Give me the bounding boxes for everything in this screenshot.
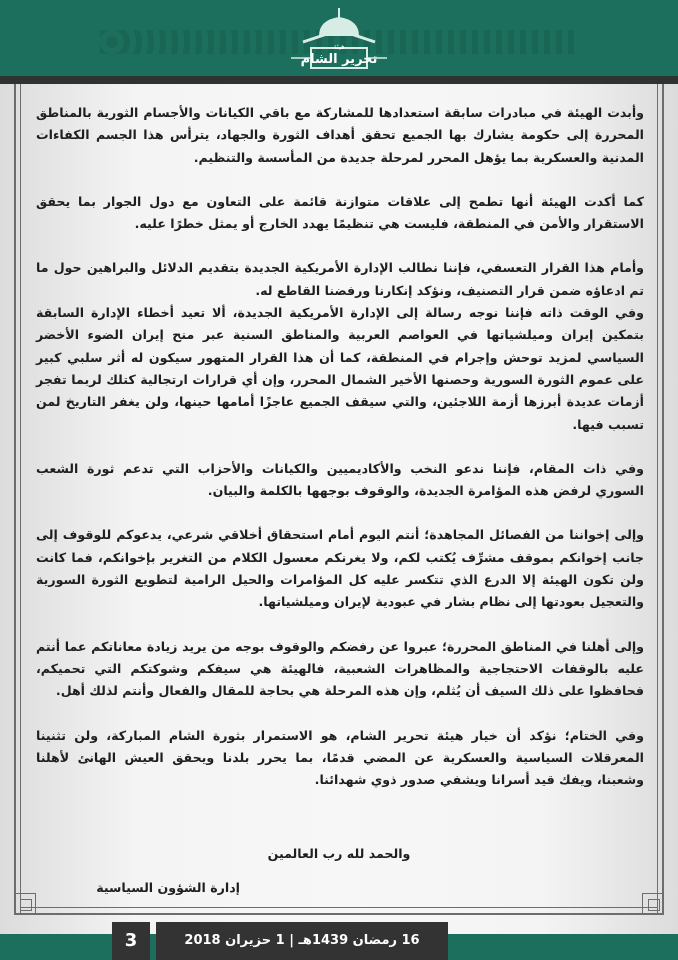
logo-text-small: هيئة xyxy=(333,43,345,51)
frame-line xyxy=(657,84,658,914)
frame-line xyxy=(20,907,658,908)
frame-line xyxy=(20,84,21,914)
frame-corner-ornament xyxy=(14,893,36,915)
frame-line xyxy=(14,84,16,914)
document-body xyxy=(36,102,644,791)
paragraph: وفي ذات المقام، فإننا ندعو النخب والأكاديميين والكيانات والأحزاب التي تدعم ثورة الشعب السوري لرفض هذه المؤامرة الجديدة، والوقوف بوجهها بالكلمة والبيان. xyxy=(36,460,644,499)
paragraph: وأبدت الهيئة في مبادرات سابقة استعدادها للمشاركة مع باقي الكيانات والأجسام الثورية بالمناطق المحررة إلى حكومة يشارك بها الجميع تحقق أهداف الثورة والجهاد، يترأس هذا الجسم الكفاءات المدنية والعسكرية بما يؤهل المحرر لمرحلة جديدة من المأسسة والتنظيم. xyxy=(36,105,644,165)
logo xyxy=(289,6,389,72)
paragraph: وإلى إخواننا من الفصائل المجاهدة؛ أنتم اليوم أمام استحقاق أخلاقي شرعي، يدعوكم للوقوف إلى جانب إخوانكم بموقف مشرِّف يُكتب لكم، ولا يغرنكم معسول الكلام من التغرير بإخوانكم، فما كانت ولن تكون الهيئة إلا الدرع الذي تتكسر عليه كل المؤامرات والحيل الرامية لتطويع الثورة السورية والتعجيل بعودتها إلى نظام بشار في عبودية لإيران وميلشياتها. xyxy=(36,527,644,610)
paragraph: وأمام هذا القرار التعسفي، فإننا نطالب الإدارة الأمريكية الجديدة بتقديم الدلائل والبراهين حول ما تم ادعاؤه ضمن قرار التصنيف، ونؤكد إنكارنا ورفضنا القاطع له. xyxy=(36,260,644,298)
paragraph: كما أكدت الهيئة أنها تطمح إلى علاقات متوازنة قائمة على التعاون مع دول الجوار بما يحقق الاستقرار والأمن في المنطقة، فليست هي تنظيمًا يهدد الخارج أو يمثل خطرًا عليه. xyxy=(36,193,644,232)
frame-line xyxy=(14,913,664,915)
paragraph: وإلى أهلنا في المناطق المحررة؛ عبروا عن رفضكم والوقوف بوجه من يريد زيادة معاناتكم عما أنتم عليه بالوقفات الاحتجاجية والمظاهرات الشعبية، فالهيئة هي سيفكم وشوكتكم التي تحميكم، فحافظوا على ذلك السيف أن يُثلم، وإن هذه المرحلة هي بحاجة للمقال والفعال وأنتم لذلك أهل. xyxy=(36,638,644,699)
paragraph: وفي الوقت ذاته فإننا نوجه رسالة إلى الإدارة الأمريكية الجديدة، ألا تعيد أخطاء الإدارة السابقة بتمكين إيران وميلشياتها في العواصم العربية والمناطق السنية عبر منح إيران الضوء الأخضر السياسي لمزيد توحش وإجرام في المنطقة، كما أن هذا القرار المتهور سيكون له أثر سلبي كبير على عموم الثورة السورية وحصنها الأخير الشمال المحرر، وإن أي قرارات ارتجالية كتلك لربما تفجر أزمات عديدة أبرزها أزمة اللاجئين، والتي سيقف الجميع عاجزًا أمامها حينها، ولن يغفر التاريخ لمن تسبب فيها. xyxy=(36,305,644,432)
frame-line xyxy=(662,84,664,914)
page-number: 3 xyxy=(112,922,150,960)
header-divider xyxy=(0,76,678,84)
date-label: 16 رمضان 1439هـ | 1 حزيران 2018 xyxy=(156,922,448,960)
frame-corner-ornament xyxy=(642,893,664,915)
logo-text-main: تحرير الشام xyxy=(300,52,378,67)
paragraph: وفي الختام؛ نؤكد أن خيار هيئة تحرير الشام، هو الاستمرار بثورة الشام المباركة، ولن تثنينا المعرقلات السياسية والعسكرية عن المضي قدمًا، بما يحرر بلدنا ويحقق العيش الهانئ لأهلنا وشعبنا، ويفك قيد أسرانا ويشفي صدور ذوي شهدائنا. xyxy=(36,727,644,788)
closing-line: والحمد لله رب العالمين xyxy=(267,846,411,861)
signature: إدارة الشؤون السياسية xyxy=(96,880,240,895)
header-banner xyxy=(0,0,678,76)
